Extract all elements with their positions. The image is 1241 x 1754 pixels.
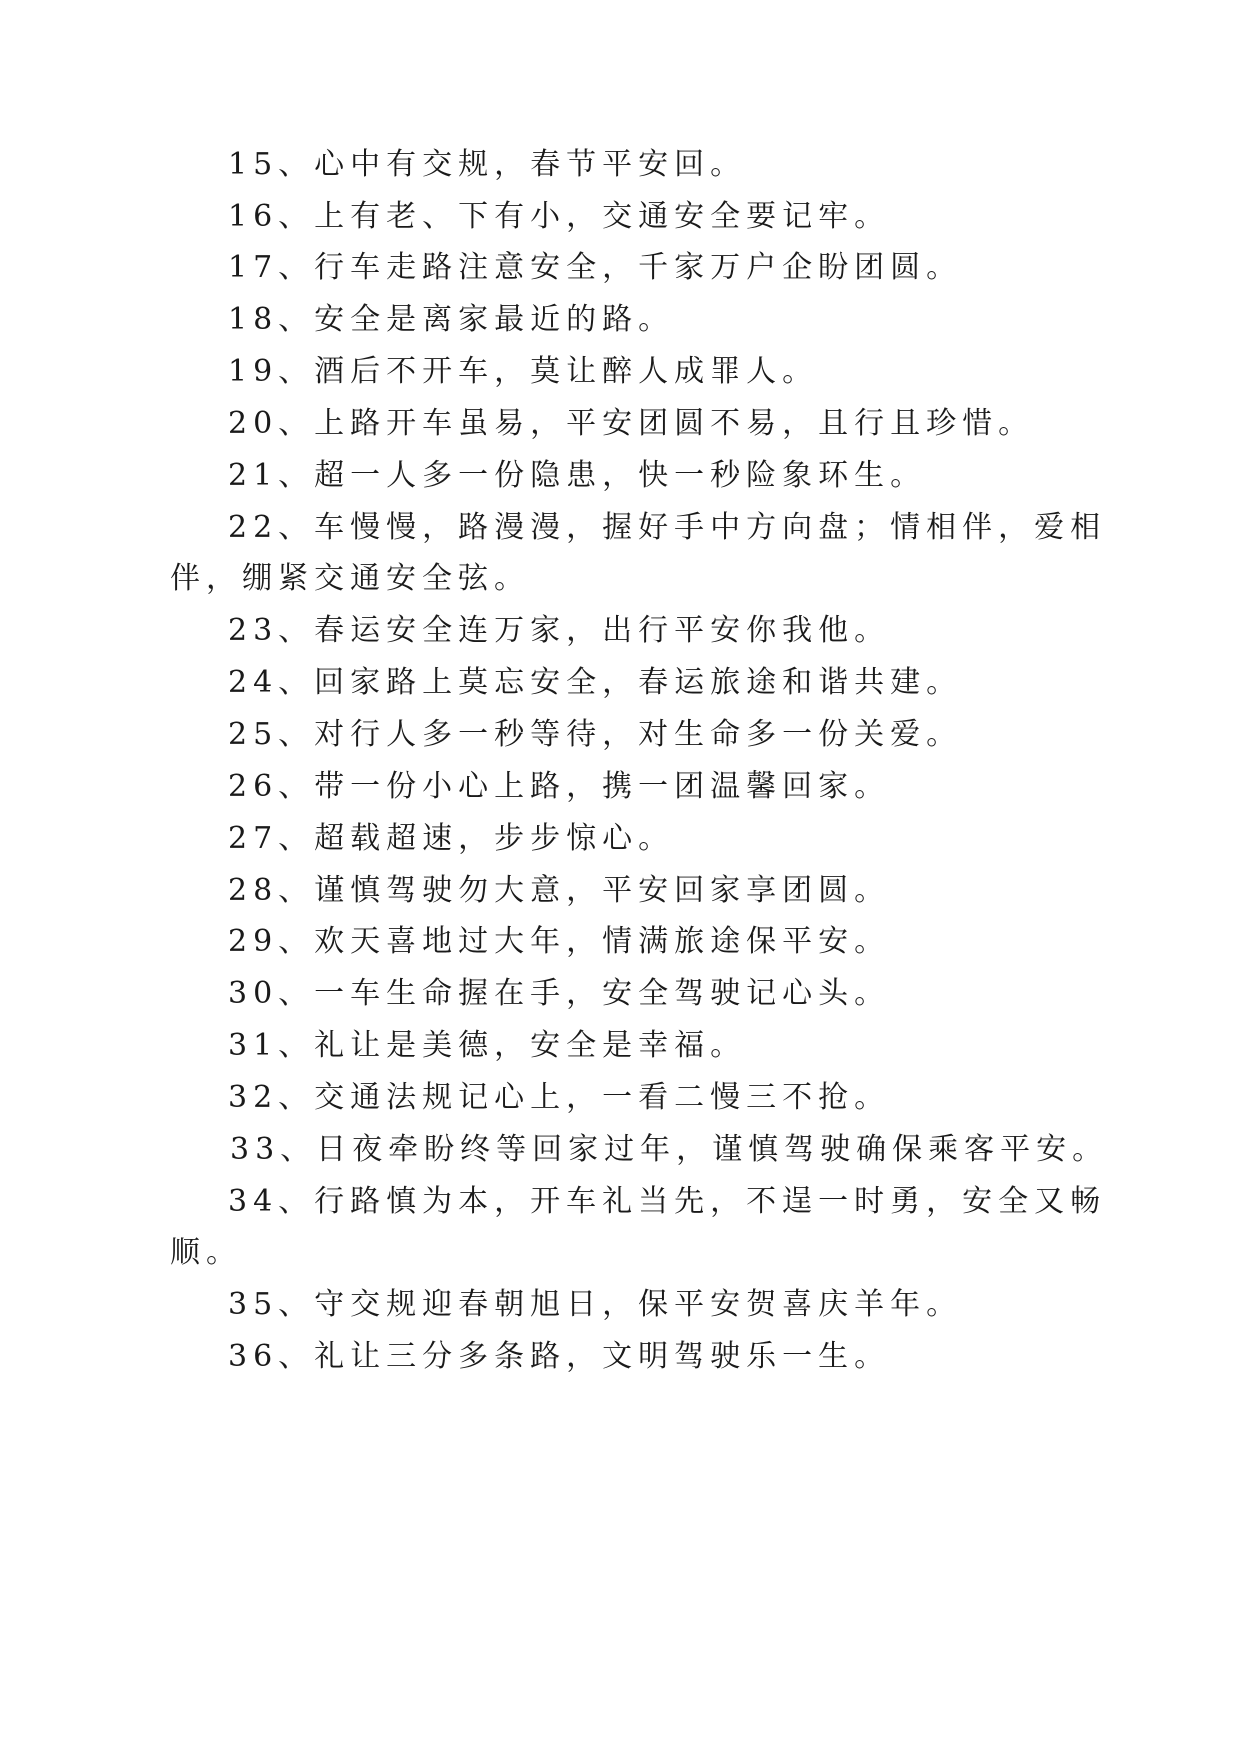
slogan-line: 29、欢天喜地过大年，情满旅途保平安。	[228, 924, 891, 959]
slogan-line: 30、一车生命握在手，安全驾驶记心头。	[228, 976, 891, 1011]
slogan-line-continuation: 伴，绷紧交通安全弦。	[170, 561, 530, 596]
slogan-line: 17、行车走路注意安全，千家万户企盼团圆。	[228, 250, 963, 285]
slogan-line-continuation: 顺。	[170, 1235, 242, 1270]
slogan-line: 27、超载超速，步步惊心。	[228, 821, 675, 856]
slogan-line: 18、安全是离家最近的路。	[228, 302, 675, 337]
slogan-line: 23、春运安全连万家，出行平安你我他。	[228, 613, 891, 648]
slogan-line: 32、交通法规记心上，一看二慢三不抢。	[228, 1080, 891, 1115]
slogan-line: 15、心中有交规，春节平安回。	[228, 147, 747, 182]
slogan-line: 28、谨慎驾驶勿大意，平安回家享团圆。	[228, 873, 891, 908]
slogan-line: 33、日夜牵盼终等回家过年，谨慎驾驶确保乘客平安。	[230, 1132, 1109, 1167]
slogan-line: 31、礼让是美德，安全是幸福。	[228, 1028, 747, 1063]
slogan-line: 22、车慢慢，路漫漫，握好手中方向盘；情相伴，爱相	[228, 510, 1107, 545]
slogan-line: 16、上有老、下有小，交通安全要记牢。	[228, 199, 891, 234]
slogan-line: 24、回家路上莫忘安全，春运旅途和谐共建。	[228, 665, 963, 700]
slogan-line: 21、超一人多一份隐患，快一秒险象环生。	[228, 458, 927, 493]
slogan-line: 26、带一份小心上路，携一团温馨回家。	[228, 769, 891, 804]
slogan-line: 35、守交规迎春朝旭日，保平安贺喜庆羊年。	[228, 1287, 963, 1322]
slogan-line: 19、酒后不开车，莫让醉人成罪人。	[228, 354, 819, 389]
slogan-line: 34、行路慎为本，开车礼当先，不逞一时勇，安全又畅	[228, 1184, 1107, 1219]
slogan-line: 25、对行人多一秒等待，对生命多一份关爱。	[228, 717, 963, 752]
slogan-line: 20、上路开车虽易，平安团圆不易，且行且珍惜。	[228, 406, 1035, 441]
slogan-line: 36、礼让三分多条路，文明驾驶乐一生。	[228, 1339, 891, 1374]
